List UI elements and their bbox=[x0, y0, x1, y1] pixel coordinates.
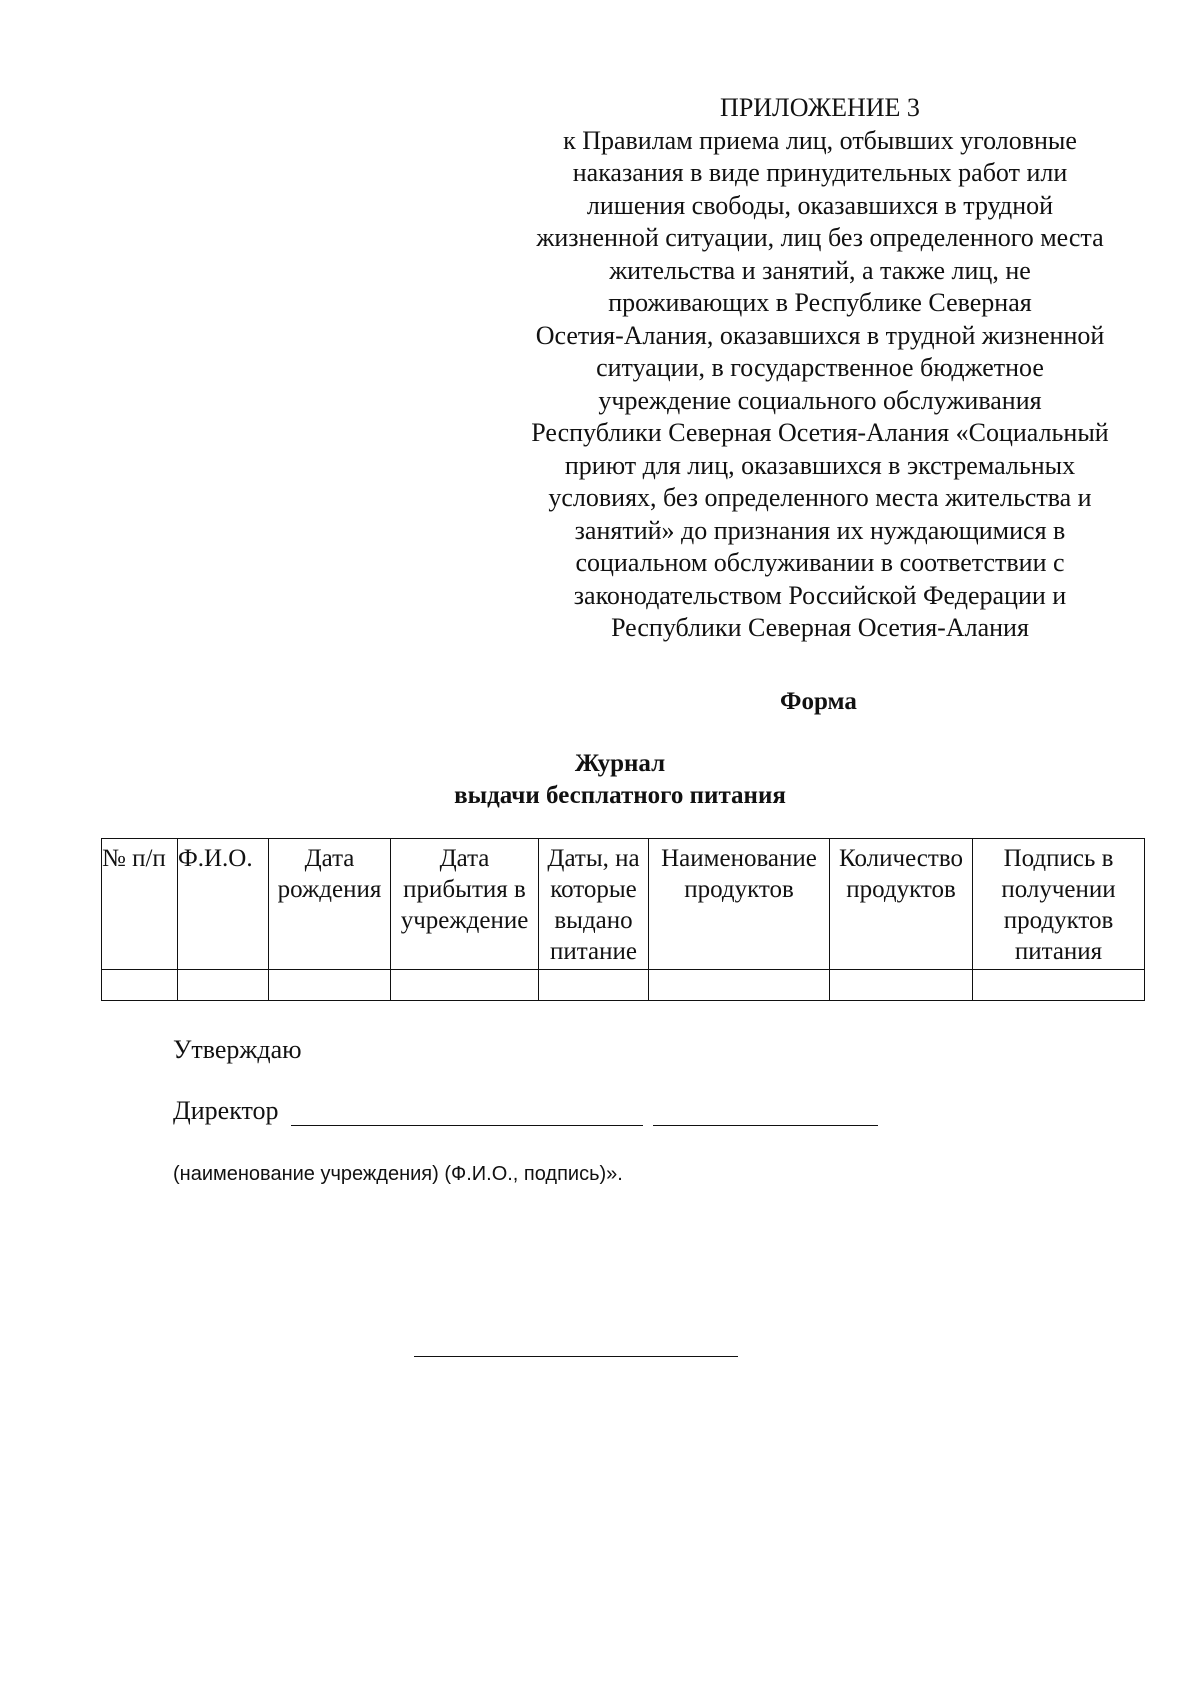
institution-name-blank bbox=[291, 1099, 643, 1126]
appendix-line: Республики Северная Осетия-Алания bbox=[611, 613, 1029, 642]
column-header-fio: Ф.И.О. bbox=[178, 839, 269, 970]
appendix-line: ПРИЛОЖЕНИЕ 3 bbox=[720, 93, 920, 122]
appendix-line: Осетия-Алания, оказавшихся в трудной жизненной bbox=[535, 320, 1105, 350]
signature-caption: (наименование учреждения) (Ф.И.О., подпись)». bbox=[173, 1163, 623, 1185]
table-cell bbox=[830, 970, 973, 1001]
appendix-line: лишения свободы, оказавшихся в трудной bbox=[586, 190, 1054, 220]
table-row bbox=[102, 970, 1145, 1001]
column-header-number: № п/п bbox=[102, 839, 178, 970]
column-header-product-name: Наименование продуктов bbox=[649, 839, 830, 970]
column-header-product-quantity: Количество продуктов bbox=[830, 839, 973, 970]
end-of-document-rule bbox=[414, 1356, 738, 1357]
journal-title bbox=[400, 748, 840, 812]
appendix-line: учреждение социального обслуживания bbox=[598, 385, 1042, 415]
appendix-line: социальном обслуживании в соответствии с bbox=[575, 548, 1065, 577]
column-header-birth-date: Дата рождения bbox=[269, 839, 391, 970]
table-cell bbox=[649, 970, 830, 1001]
appendix-header bbox=[470, 92, 1170, 645]
appendix-line: ситуации, в государственное бюджетное bbox=[596, 353, 1044, 382]
food-issue-log-table bbox=[101, 838, 1145, 1001]
table-cell bbox=[178, 970, 269, 1001]
journal-title-line1: Журнал bbox=[574, 750, 666, 777]
appendix-line: занятий» до признания их нуждающимися в bbox=[574, 515, 1066, 545]
director-signature-blank bbox=[653, 1099, 878, 1126]
appendix-line: наказания в виде принудительных работ или bbox=[572, 158, 1068, 187]
director-label: Директор bbox=[173, 1096, 279, 1125]
form-label: Форма bbox=[780, 688, 857, 715]
table-cell bbox=[391, 970, 539, 1001]
table-header-row bbox=[102, 839, 1145, 970]
table-cell bbox=[973, 970, 1145, 1001]
column-header-signature: Подпись в получении продуктов питания bbox=[973, 839, 1145, 970]
appendix-line: жительства и занятий, а также лиц, не bbox=[609, 255, 1031, 285]
appendix-line: жизненной ситуации, лиц без определенного места bbox=[536, 223, 1104, 252]
appendix-line: условиях, без определенного места жительства и bbox=[548, 483, 1092, 512]
appendix-line: проживающих в Республике Северная bbox=[608, 288, 1032, 317]
director-signature-line bbox=[173, 1096, 878, 1126]
appendix-line: к Правилам приема лиц, отбывших уголовные bbox=[563, 125, 1077, 155]
table-cell bbox=[269, 970, 391, 1001]
table-cell bbox=[102, 970, 178, 1001]
appendix-line: Республики Северная Осетия-Алания «Социальный bbox=[531, 418, 1109, 447]
table-cell bbox=[539, 970, 649, 1001]
column-header-meal-dates: Даты, на которые выдано питание bbox=[539, 839, 649, 970]
approve-label: Утверждаю bbox=[173, 1035, 302, 1064]
appendix-line: приют для лиц, оказавшихся в экстремальных bbox=[564, 450, 1076, 480]
column-header-arrival-date: Дата прибытия в учреждение bbox=[391, 839, 539, 970]
appendix-line: законодательством Российской Федерации и bbox=[573, 580, 1067, 610]
journal-title-line2: выдачи бесплатного питания bbox=[454, 782, 786, 809]
